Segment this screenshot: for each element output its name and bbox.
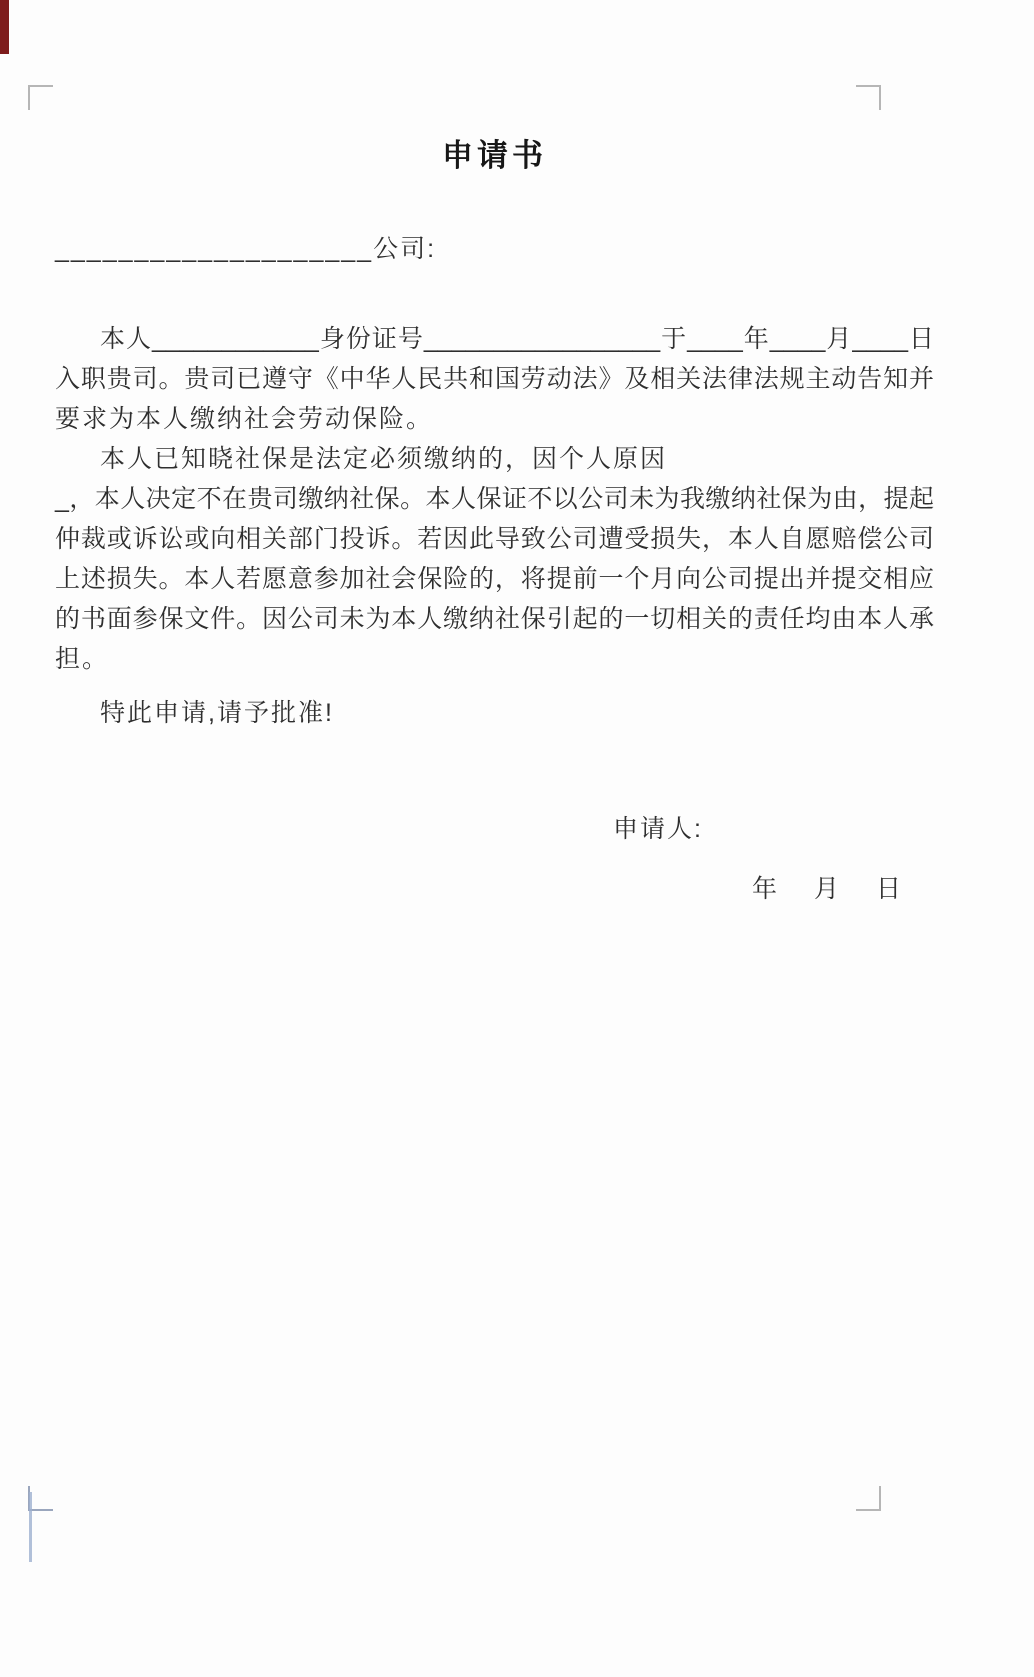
- closing-line: 特此申请,请予批准!: [100, 699, 334, 727]
- body-line: _，本人决定不在贵司缴纳社保。本人保证不以公司未为我缴纳社保为由，提起: [55, 485, 934, 513]
- document-title: 申请书: [442, 138, 547, 173]
- red-edge-artifact: [0, 0, 9, 54]
- document-content: [0, 133, 1034, 909]
- blue-edge-artifact: [29, 1492, 32, 1562]
- crop-mark-bottom-right: [856, 1486, 881, 1511]
- paragraph-employment: [55, 319, 934, 439]
- applicant-label: 申请人:: [613, 815, 703, 843]
- date-line: 年 月 日: [752, 875, 908, 903]
- body-line: 本人____________身份证号_________________于____年____月____日: [100, 325, 934, 353]
- body-line: 上述损失。本人若愿意参加社会保险的，将提前一个月向公司提出并提交相应: [55, 565, 934, 593]
- paragraph-declaration: [55, 439, 934, 679]
- body-line: 本人已知晓社保是法定必须缴纳的，因个人原因: [100, 445, 668, 473]
- salutation-line: ____________________公司:: [55, 235, 437, 263]
- body-line: 仲裁或诉讼或向相关部门投诉。若因此导致公司遭受损失，本人自愿赔偿公司: [55, 525, 934, 553]
- body-line: 担。: [55, 645, 110, 673]
- body-line: 的书面参保文件。因公司未为本人缴纳社保引起的一切相关的责任均由本人承: [55, 605, 934, 633]
- body-line: 入职贵司。贵司已遵守《中华人民共和国劳动法》及相关法律法规主动告知并: [55, 365, 934, 393]
- crop-mark-top-right: [856, 85, 881, 110]
- crop-mark-top-left: [28, 85, 53, 110]
- body-line: 要求为本人缴纳社会劳动保险。: [55, 405, 434, 433]
